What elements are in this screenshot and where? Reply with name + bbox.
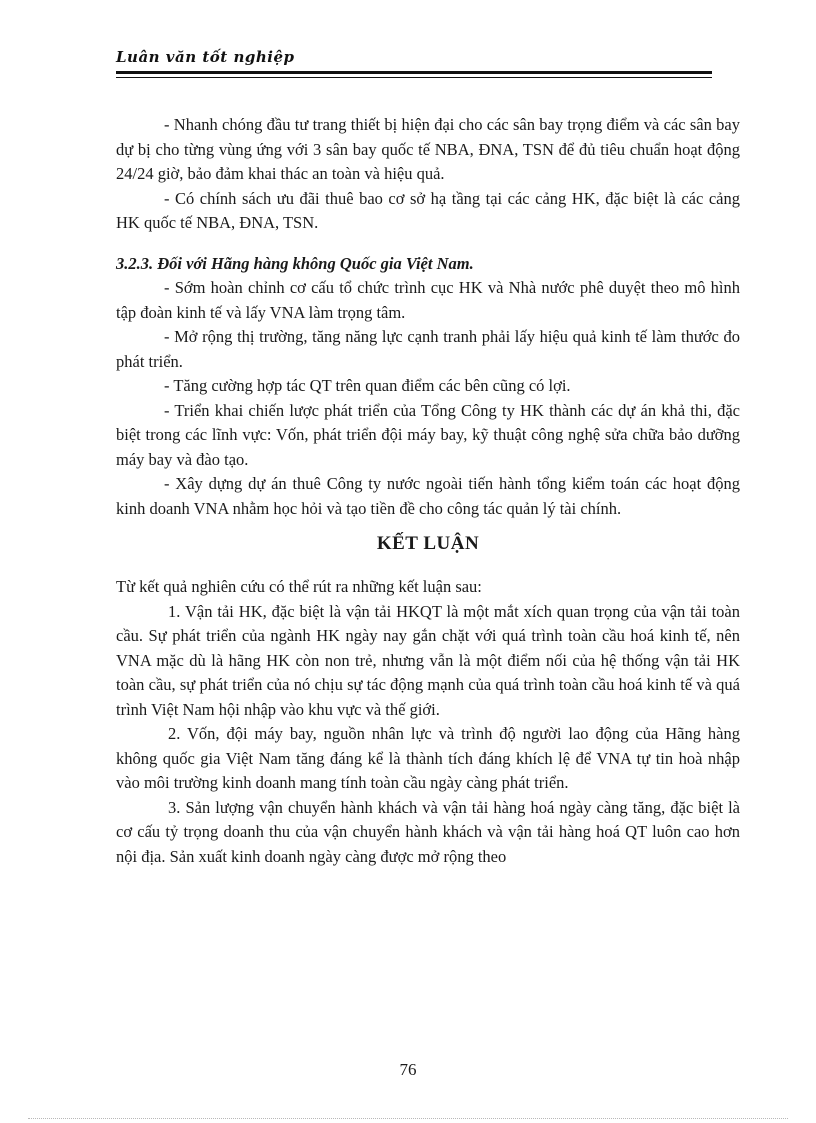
conclusion-intro: Từ kết quả nghiên cứu có thể rút ra những kết luận sau: [116,577,482,596]
header-rule-thin [116,77,712,78]
conclusion-title: KẾT LUẬN [376,533,480,554]
page-edge-dotted-line [28,1118,788,1119]
section-heading: 3.2.3. Đối với Hãng hàng không Quốc gia Việt Nam. [116,253,474,273]
body-paragraph: - Tăng cường hợp tác QT trên quan điểm các bên cũng có lợi. [164,376,571,395]
body-paragraph: - Sớm hoàn chỉnh cơ cấu tổ chức trình cục HK và Nhà nước phê duyệt theo mô hình tập đoàn kinh tế và lấy VNA làm trọng tâm. [116,278,740,322]
header-rule-thick [116,71,712,74]
body-paragraph: - Mở rộng thị trường, tăng năng lực cạnh tranh phải lấy hiệu quả kinh tế làm thước đo phát triển. [116,327,740,371]
page-number: 76 [399,1060,417,1079]
body-paragraph: - Có chính sách ưu đãi thuê bao cơ sở hạ tầng tại các cảng HK, đặc biệt là các cảng HK quốc tế NBA, ĐNA, TSN. [116,188,740,232]
body-paragraph: - Nhanh chóng đầu tư trang thiết bị hiện đại cho các sân bay trọng điểm và các sân bay dự bị cho từng vùng ứng với 3 sân bay quốc tế NBA, ĐNA, TSN để đủ tiêu chuẩn hoạt động 24/24 giờ, bảo đảm khai thác an toàn và hiệu quả. [116,115,740,183]
page-body [116,113,740,869]
conclusion-point: 2. Vốn, đội máy bay, nguồn nhân lực và trình độ người lao động của Hãng hàng không quốc gia Việt Nam tăng đáng kể là thành tích đáng khích lệ để VNA tự tin hoà nhập vào môi trường kinh doanh mang tính toàn cầu ngày càng phát triển. [116,724,740,792]
conclusion-point: 1. Vận tải HK, đặc biệt là vận tải HKQT là một mắt xích quan trọng của vận tải toàn cầu. Sự phát triển của ngành HK ngày nay gắn chặt với quá trình toàn cầu hoá kinh tế, nên VNA mặc dù là hãng HK còn non trẻ, nhưng vẫn là một điểm nối của hệ thống vận tải HK toàn cầu, sự phát triển của nó chịu sự tác động mạnh của quá trình toàn cầu hoá kinh tế và quá trình Việt Nam hội nhập vào khu vực và thế giới. [116,601,740,719]
running-header: Luân văn tốt nghiệp [116,48,295,66]
conclusion-point: 3. Sản lượng vận chuyển hành khách và vận tải hàng hoá ngày càng tăng, đặc biệt là cơ cấu tỷ trọng doanh thu của vận chuyển hành khách và vận tải hàng hoá QT luôn cao hơn nội địa. Sản xuất kinh doanh ngày càng được mở rộng theo [116,797,740,866]
body-paragraph: - Xây dựng dự án thuê Công ty nước ngoài tiến hành tổng kiểm toán các hoạt động kinh doanh VNA nhằm học hỏi và tạo tiền đề cho công tác quản lý tài chính. [116,474,740,518]
body-paragraph: - Triển khai chiến lược phát triển của Tổng Công ty HK thành các dự án khả thi, đặc biệt trong các lĩnh vực: Vốn, phát triển đội máy bay, kỹ thuật công nghệ sửa chữa bảo dưỡng máy bay và đào tạo. [116,400,740,469]
